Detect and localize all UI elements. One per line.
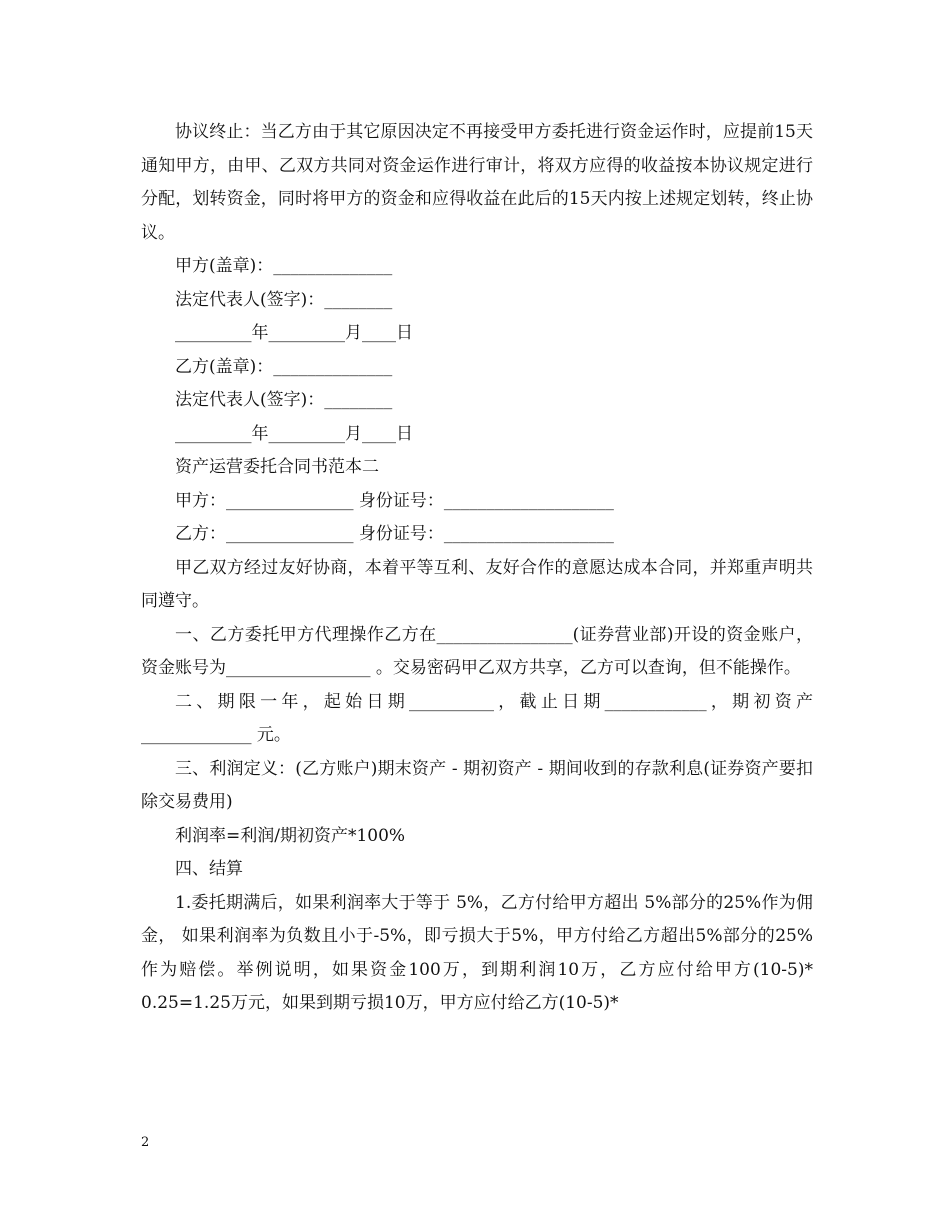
party-b-id-line: 乙方：_______________ 身份证号：____________________ bbox=[175, 524, 614, 544]
document-body bbox=[141, 116, 819, 1021]
paragraph-agreement-termination: 协议终止：当乙方由于其它原因决定不再接受甲方委托进行资金运作时，应提前15天通知甲方，由甲、乙双方共同对资金运作进行审计，将双方应得的收益按本协议规定进行分配，划转资金，同时将甲方的资金和应得收益在此后的15天内按上述规定划转，终止协议。 bbox=[141, 122, 813, 243]
paragraph-agreement-intent: 甲乙双方经过友好协商，本着平等互利、友好合作的意愿达成本合同，并郑重声明共同遵守。 bbox=[141, 557, 813, 611]
clause-three-profit-definition: 三、利润定义：(乙方账户)期末资产 - 期初资产 - 期间收到的存款利息(证券资产要扣除交易费用) bbox=[141, 758, 813, 812]
clause-four-heading: 四、结算 bbox=[175, 859, 243, 879]
clause-four-settlement-details: 1.委托期满后，如果利润率大于等于 5%，乙方付给甲方超出 5%部分的25%作为佣金， 如果利润率为负数且小于-5%，即亏损大于5%，甲方付给乙方超出5%部分的25%作为赔偿。举例说明，如果资金100万，到期利润10万，乙方应付给甲方(10-5)* 0.25=1.25万元，如果到期亏损10万，甲方应付给乙方(10-5)* bbox=[141, 892, 819, 1013]
party-a-seal-line: 甲方(盖章)：______________ bbox=[175, 256, 393, 276]
profit-rate-formula: 利润率=利润/期初资产*100% bbox=[175, 825, 406, 846]
party-a-date-line: _________年_________月____日 bbox=[175, 323, 413, 343]
party-b-date-line: _________年_________月____日 bbox=[175, 423, 413, 444]
clause-two-term: 二、期限一年，起始日期__________，截止日期____________，期初资产_____________ 元。 bbox=[141, 691, 813, 745]
clause-one-account: 一、乙方委托甲方代理操作乙方在________________(证券营业部)开设的资金账户，资金账号为_________________ 。交易密码甲乙双方共享，乙方可以查询，但不能操作。 bbox=[141, 624, 813, 678]
template-two-title: 资产运营委托合同书范本二 bbox=[175, 457, 379, 477]
page-number: 2 bbox=[141, 1135, 150, 1150]
party-b-seal-line: 乙方(盖章)：______________ bbox=[175, 356, 393, 377]
party-b-representative-signature-line: 法定代表人(签字)：________ bbox=[175, 390, 393, 410]
party-a-id-line: 甲方：_______________ 身份证号：____________________ bbox=[175, 490, 614, 511]
party-a-representative-signature-line: 法定代表人(签字)：________ bbox=[175, 289, 393, 310]
